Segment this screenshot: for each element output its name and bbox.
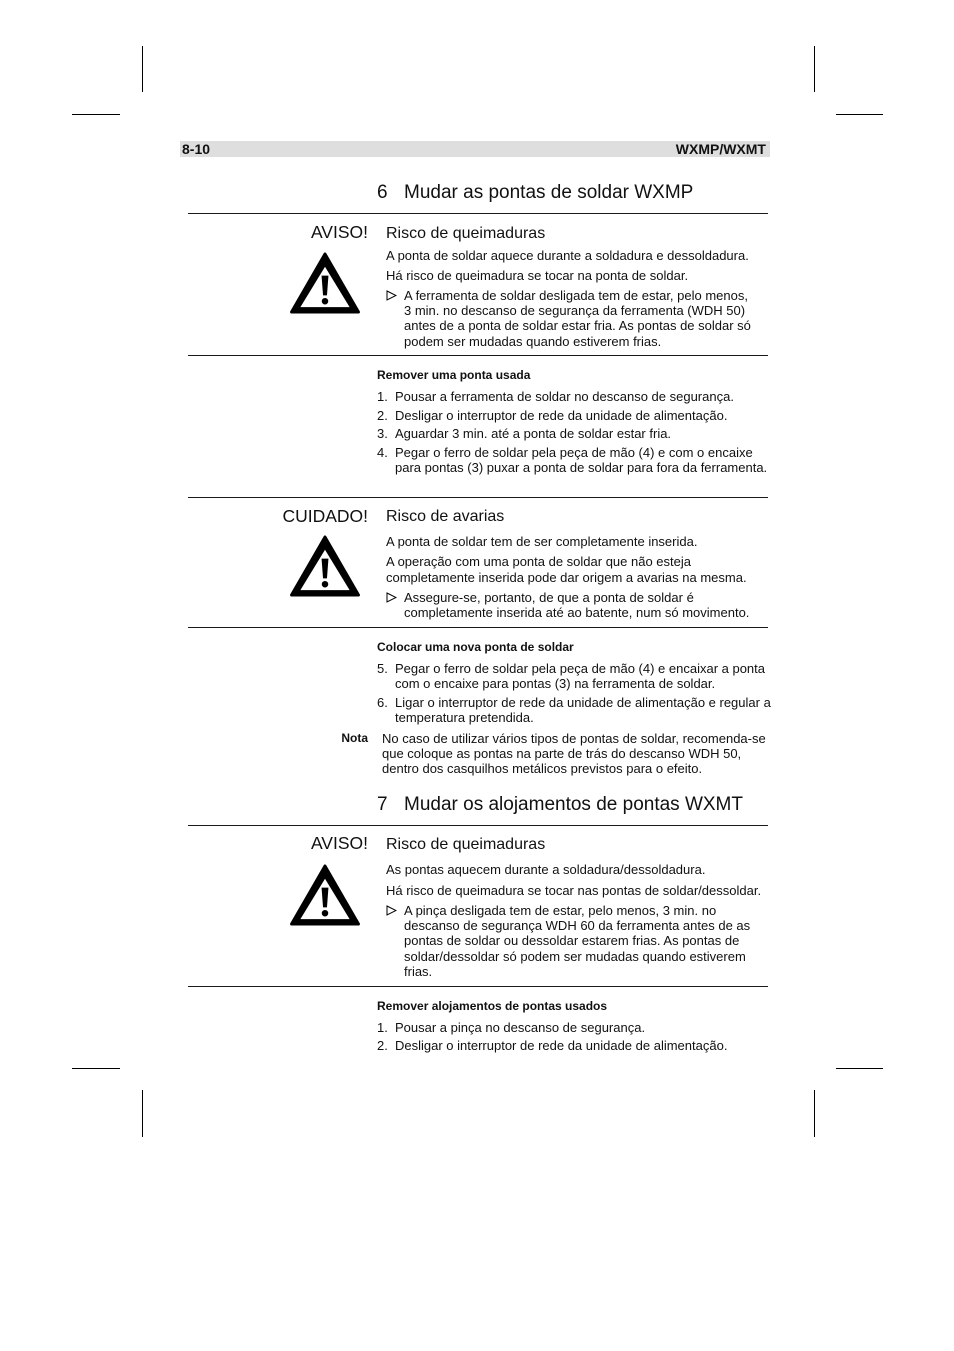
step-text: Ligar o interruptor de rede da unidade de alimentação e regular a temperatura pretendida. <box>395 695 771 725</box>
crop-mark-top-right-vertical <box>814 46 815 92</box>
step-number: 1. <box>377 1020 388 1035</box>
crop-mark-bottom-left-vertical <box>142 1090 143 1137</box>
step-text: Pegar o ferro de soldar pela peça de mão (4) e encaixar a ponta com o encaixe para pontas (3) na ferramenta de soldar. <box>395 661 766 691</box>
caution-paragraph: A ponta de soldar tem de ser completamente inserida. <box>386 534 698 549</box>
warning-triangle-icon <box>289 535 361 598</box>
crop-mark-bottom-right-vertical <box>814 1090 815 1137</box>
warning-triangle-icon <box>289 864 361 927</box>
action-text: A ferramenta de soldar desligada tem de estar, pelo menos, 3 min. no descanso de segurança da ferramenta (WDH 50) antes de a ponta de soldar estar fria. As pontas de soldar só podem ser mudadas quando estiverem frias. <box>404 288 751 349</box>
crop-mark-bottom-right-horizontal <box>836 1068 883 1069</box>
signal-word-warning: AVISO! <box>310 222 368 242</box>
crop-mark-bottom-left-horizontal <box>72 1068 120 1069</box>
step-text: Aguardar 3 min. até a ponta de soldar estar fria. <box>395 426 672 441</box>
step-text: Pousar a ferramenta de soldar no descanso de segurança. <box>395 389 734 404</box>
section-title: Mudar as pontas de soldar WXMP <box>404 182 694 203</box>
divider <box>188 355 768 356</box>
warning-heading: Risco de queimaduras <box>386 836 546 853</box>
signal-word-warning: AVISO! <box>310 833 368 853</box>
step-text: Desligar o interruptor de rede da unidade de alimentação. <box>395 408 728 423</box>
divider <box>188 825 768 826</box>
warning-paragraph: Há risco de queimadura se tocar na ponta de soldar. <box>386 268 689 283</box>
divider <box>188 627 768 628</box>
step-text: Pegar o ferro de soldar pela peça de mão (4) e com o encaixe para pontas (3) puxar a ponta de soldar para fora da ferramenta. <box>395 445 768 475</box>
procedure-title: Remover uma ponta usada <box>377 368 531 382</box>
procedure-title: Colocar uma nova ponta de soldar <box>377 640 574 654</box>
caution-paragraph: A operação com uma ponta de soldar que não esteja completamente inserida pode dar origem a avarias na mesma. <box>386 554 747 585</box>
page-number: 8-10 <box>182 141 211 157</box>
action-text: Assegure-se, portanto, de que a ponta de soldar é completamente inserida até ao batente, num só movimento. <box>404 590 750 621</box>
warning-paragraph: A ponta de soldar aquece durante a soldadura e dessoldadura. <box>386 248 749 263</box>
note-text: No caso de utilizar vários tipos de pontas de soldar, recomenda-se que coloque as pontas na parte de trás do descanso WDH 50, dentro dos casquilhos metálicos previstos para o efeito. <box>382 731 766 776</box>
crop-mark-top-left-horizontal <box>72 114 120 115</box>
crop-mark-top-right-horizontal <box>836 114 883 115</box>
caution-heading: Risco de avarias <box>386 508 505 525</box>
step-number: 4. <box>377 445 388 460</box>
step-number: 2. <box>377 408 388 423</box>
step-number: 1. <box>377 389 388 404</box>
step-number: 6. <box>377 695 388 710</box>
triangle-right-outline-icon <box>386 592 397 603</box>
step-number: 3. <box>377 426 388 441</box>
warning-paragraph: Há risco de queimadura se tocar nas pontas de soldar/dessoldar. <box>386 883 762 898</box>
product-name: WXMP/WXMT <box>675 141 766 157</box>
triangle-right-outline-icon <box>386 290 397 301</box>
procedure-title: Remover alojamentos de pontas usados <box>377 999 608 1013</box>
crop-mark-top-left-vertical <box>142 46 143 92</box>
warning-triangle-icon <box>289 252 361 315</box>
action-text: A pinça desligada tem de estar, pelo menos, 3 min. no descanso de segurança WDH 60 da ferramenta antes de as pontas de soldar ou dessoldar estarem frias. As pontas de soldar/dessoldar só podem ser mudadas quando estiverem frias. <box>404 903 751 979</box>
warning-paragraph: As pontas aquecem durante a soldadura/dessoldadura. <box>386 862 706 877</box>
divider <box>188 986 768 987</box>
triangle-right-outline-icon <box>386 905 397 916</box>
note-label: Nota <box>341 731 368 745</box>
step-number: 2. <box>377 1038 388 1053</box>
signal-word-caution: CUIDADO! <box>282 506 368 526</box>
warning-heading: Risco de queimaduras <box>386 225 546 242</box>
step-text: Pousar a pinça no descanso de segurança. <box>395 1020 646 1035</box>
divider <box>188 213 768 214</box>
divider <box>188 497 768 498</box>
step-number: 5. <box>377 661 388 676</box>
section-number: 7 <box>377 794 388 815</box>
section-title: Mudar os alojamentos de pontas WXMT <box>404 794 743 815</box>
step-text: Desligar o interruptor de rede da unidade de alimentação. <box>395 1038 728 1053</box>
section-number: 6 <box>377 182 388 203</box>
